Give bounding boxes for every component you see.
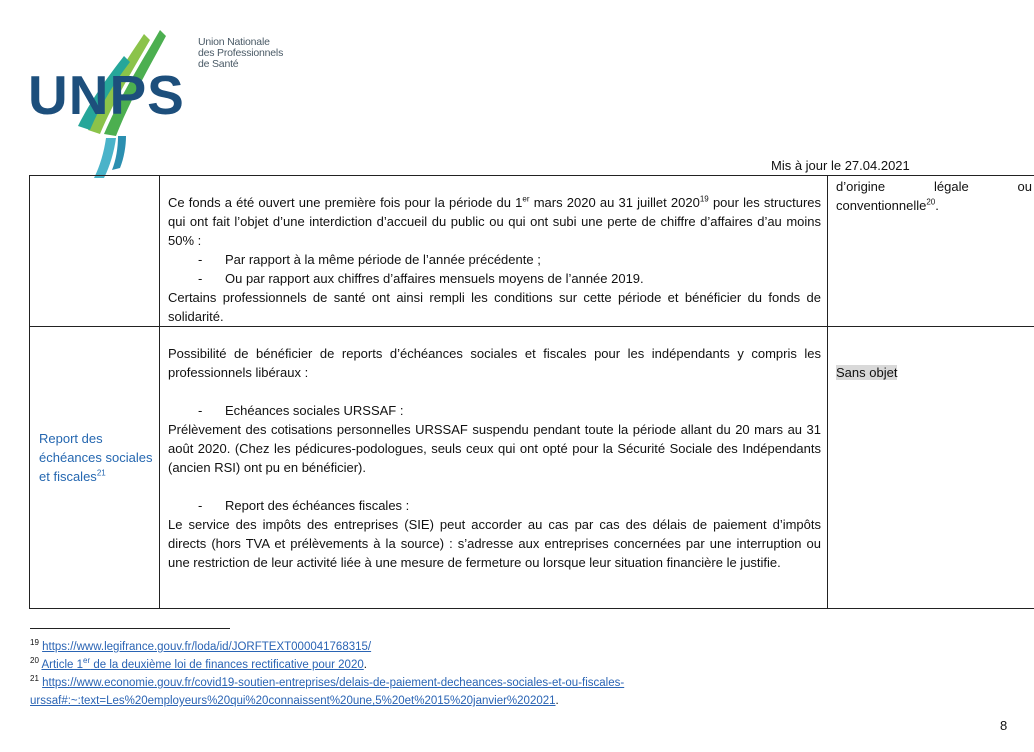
list-item-text: Ou par rapport aux chiffres d’affaires mensuels moyens de l’année 2019. [225, 271, 644, 286]
text: . [935, 198, 939, 213]
org-name-line: de Santé [198, 58, 239, 70]
text: Ce fonds a été ouvert une première fois pour la période du 1 [168, 195, 523, 210]
footnote [30, 638, 730, 656]
org-name [198, 37, 283, 70]
text: . [363, 659, 367, 671]
footnote-separator [30, 628, 230, 629]
footnote-ref: 21 [96, 468, 106, 478]
text: pour les structures qui ont fait l’objet d’une interdiction d’accueil du public ou qui ont subi une perte de chiffre d’affaires d’au moins 50% : [168, 195, 822, 248]
row-label: Report des échéances sociales et fiscales [39, 431, 153, 484]
list-item [168, 401, 821, 420]
list-item-text: Echéances sociales URSSAF : [225, 403, 404, 418]
text: mars 2020 au 31 juillet 2020 [529, 195, 700, 210]
table-cell-note [828, 176, 1034, 327]
footnote [30, 674, 730, 692]
org-name-line: des Professionnels [198, 47, 284, 59]
dash-bullet: - [198, 252, 203, 267]
page-number: 8 [1000, 718, 1008, 733]
footnote-link[interactable]: https://www.legifrance.gouv.fr/loda/id/JORFTEXT000041768315/ [42, 641, 372, 653]
footnote-number: 20 [30, 656, 39, 666]
superscript: er [522, 194, 530, 204]
footnote-link[interactable]: https://www.economie.gouv.fr/covid19-soutien-entreprises/delais-de-paiement-decheances-sociales-et-ou-fiscales- [42, 677, 625, 689]
footnote [30, 656, 730, 674]
table-cell-description [160, 327, 828, 609]
measures-table [29, 175, 1034, 609]
footnote-ref: 20 [926, 197, 936, 207]
link-text: Article 1 [41, 659, 84, 671]
table-cell-note [828, 327, 1034, 609]
list-item-text: Par rapport à la même période de l’année précédente ; [225, 252, 541, 267]
footnote-continuation [30, 692, 730, 710]
highlighted-text: Sans objet [836, 365, 898, 380]
table-cell-description [160, 176, 828, 327]
table-row [30, 327, 1034, 609]
logo-wordmark: UNPS [28, 64, 185, 126]
paragraph: Possibilité de bénéficier de reports d’échéances sociales et fiscales pour les indépendants y compris les professionnels libéraux : [168, 346, 821, 380]
table-row [30, 176, 1034, 327]
dash-bullet: - [198, 403, 203, 418]
list-item-text: Report des échéances fiscales : [225, 498, 410, 513]
table-cell-label [30, 176, 160, 327]
link-text: de la deuxième loi de finances rectificative pour 2020 [90, 659, 364, 671]
paragraph: Certains professionnels de santé ont ainsi rempli les conditions sur cette période et bénéficier du fonds de solidarité. [168, 290, 821, 324]
footnote-number: 19 [30, 638, 39, 648]
paragraph: Prélèvement des cotisations personnelles URSSAF suspendu pendant toute la période allant du 20 mars au 31 août 2020. (Chez les pédicures-podologues, seuls ceux qui ont opté pour la Sécurité Sociale des Indépendants (ancien RSI) ont pu en bénéficier). [168, 422, 821, 475]
paragraph [168, 193, 821, 250]
text: . [555, 695, 559, 707]
text: d’origine légale ou conventionnelle [836, 179, 1032, 213]
table-cell-label [30, 327, 160, 609]
paragraph: Le service des impôts des entreprises (SIE) peut accorder au cas par cas des délais de paiement d’impôts directs (hors TVA et prélèvements à la source) : s’adresse aux entreprises concernées par une interruption ou une restriction de leur activité liée à une mesure de fermeture ou lorsque leur situation financière le justifie. [168, 517, 821, 570]
list-item [168, 250, 821, 269]
dash-bullet: - [198, 271, 203, 286]
footnote-number: 21 [30, 674, 39, 684]
footnote-link[interactable] [41, 656, 364, 671]
footnote-ref: 19 [699, 194, 709, 204]
update-date: Mis à jour le 27.04.2021 [771, 158, 910, 173]
list-item [168, 496, 821, 515]
list-item [168, 269, 821, 288]
superscript: er [83, 656, 91, 666]
dash-bullet: - [198, 498, 203, 513]
footnotes [30, 638, 730, 710]
org-name-line: Union Nationale [198, 36, 270, 48]
footnote-link[interactable]: urssaf#:~:text=Les%20employeurs%20qui%20connaissent%20une,5%20et%2015%20janvier%202021 [30, 695, 556, 707]
